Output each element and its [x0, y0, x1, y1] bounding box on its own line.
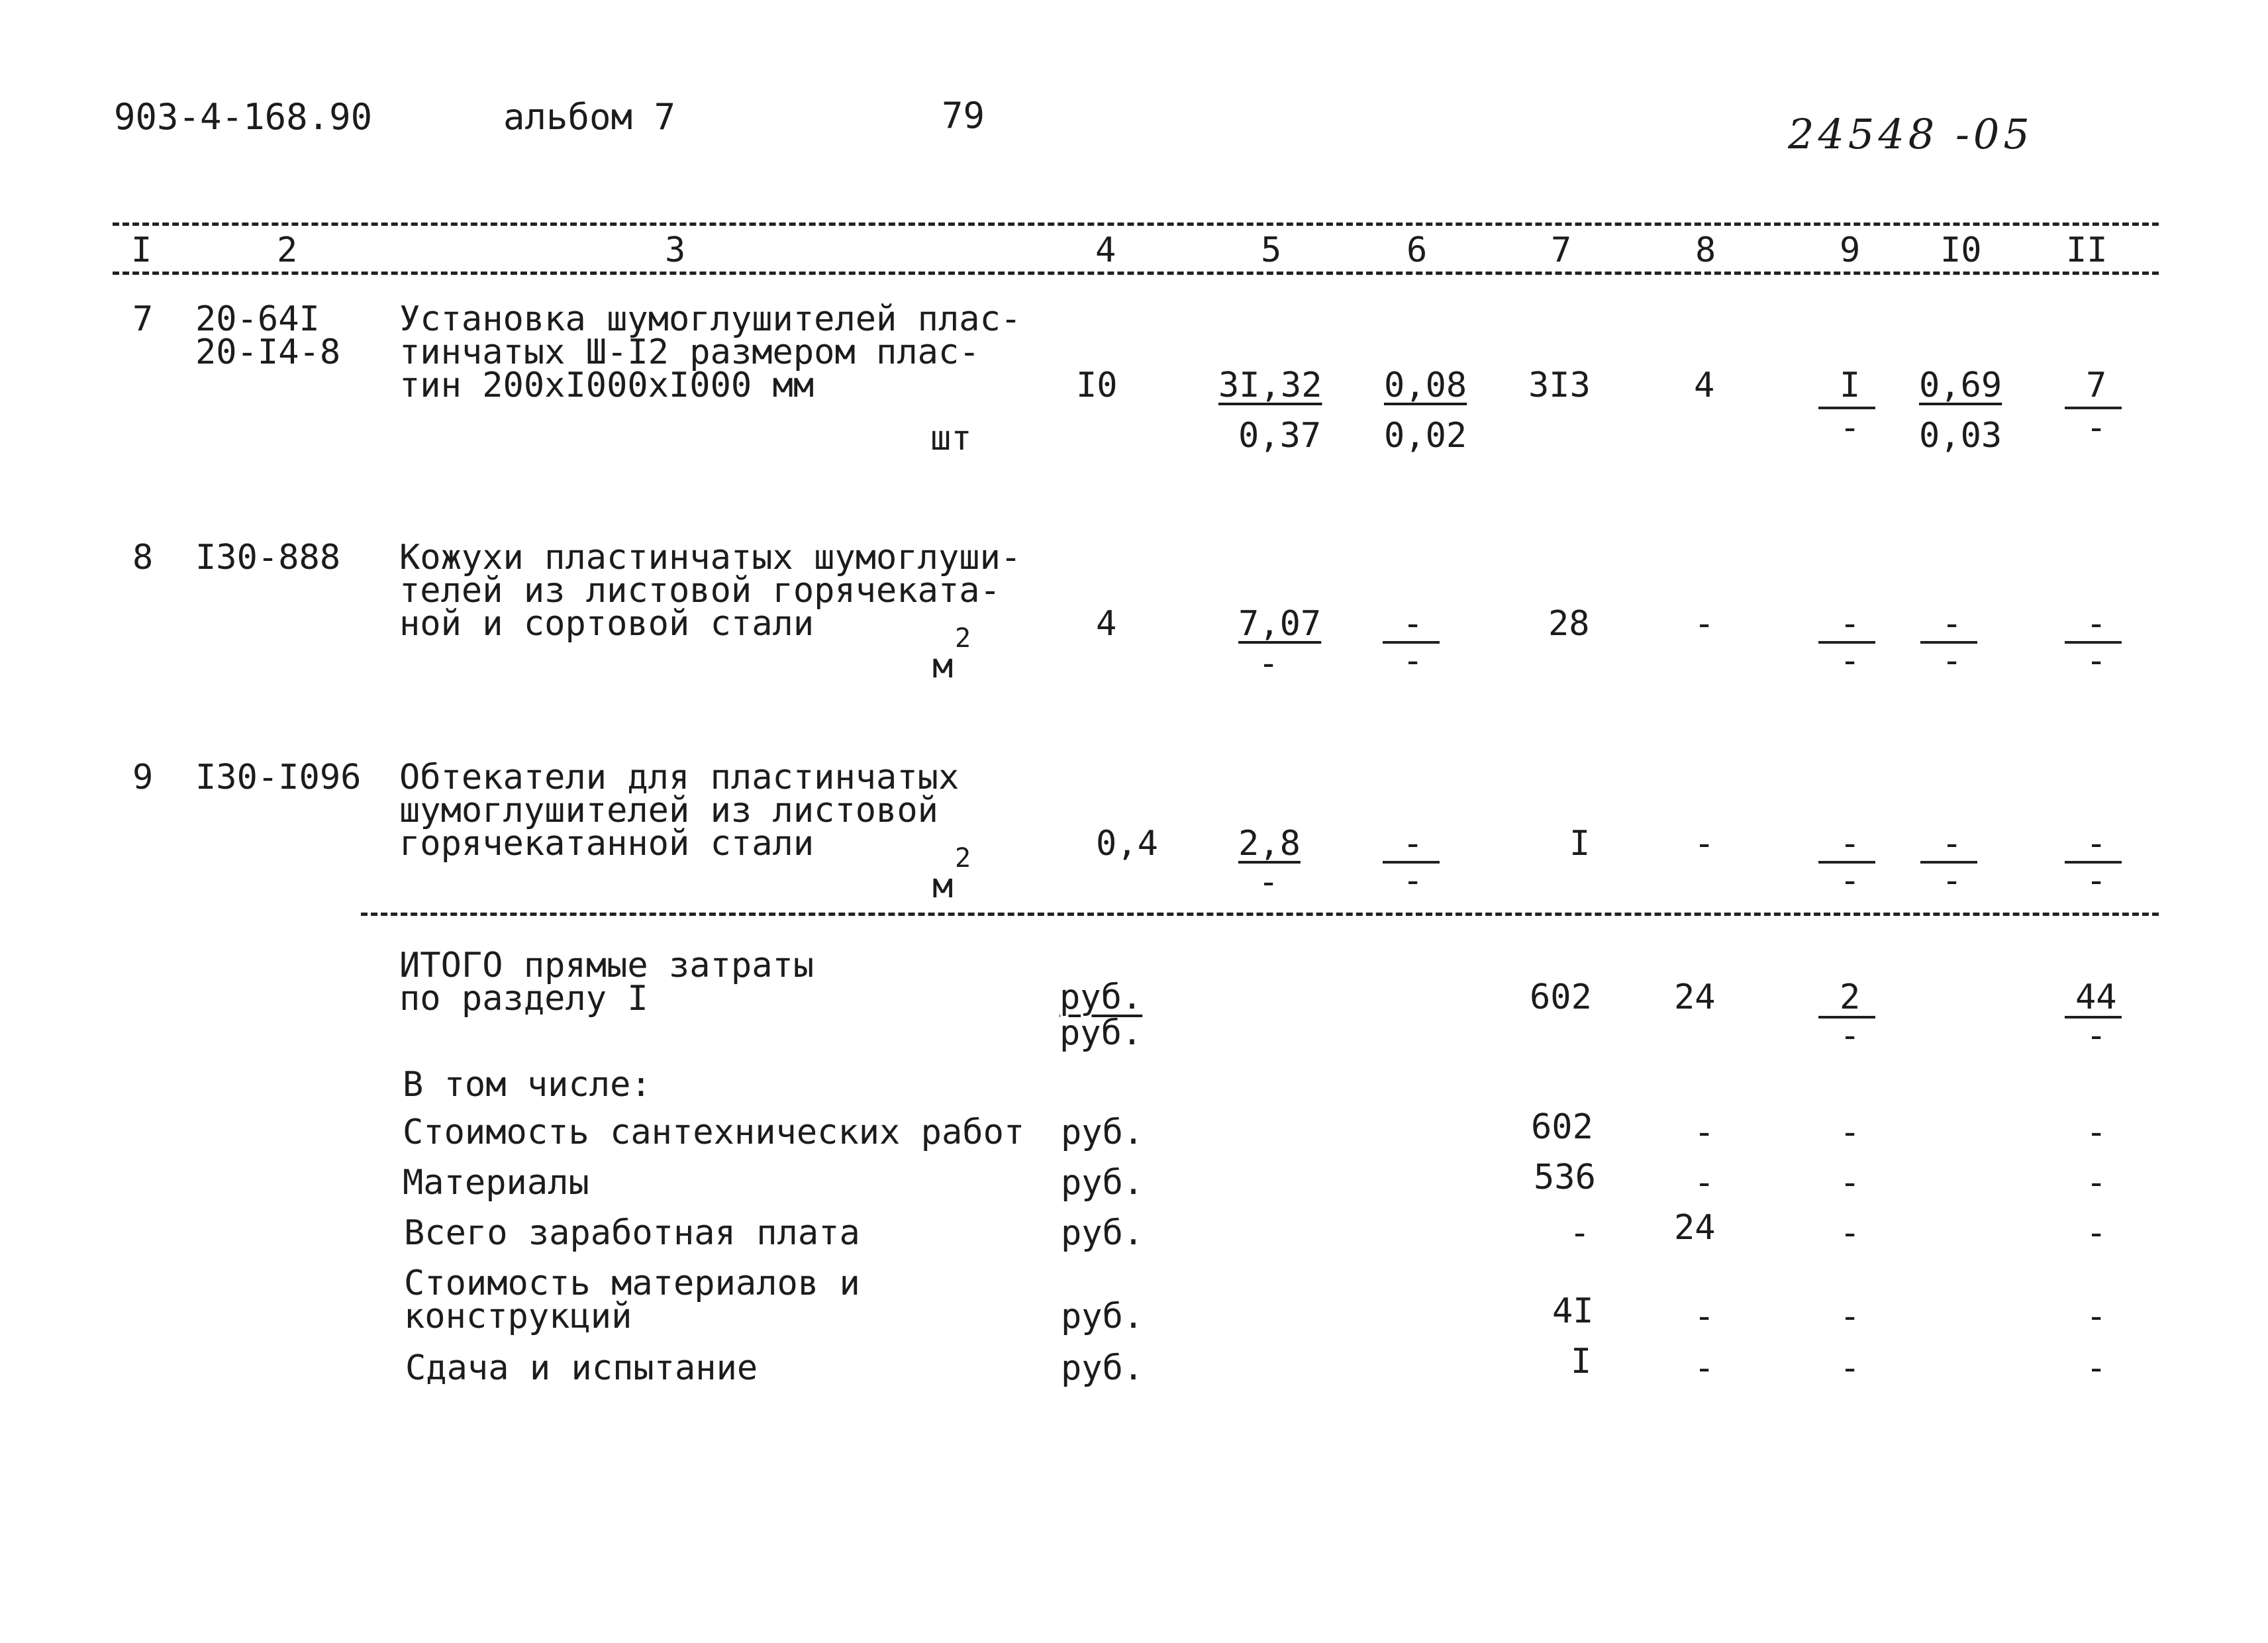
breakdown-col11: - [2086, 1163, 2107, 1203]
breakdown-col7: I [1571, 1342, 1592, 1381]
total-col8: 24 [1674, 977, 1716, 1017]
cell-col9-top: - [1840, 604, 1861, 644]
row-code: 20-64I [195, 299, 320, 339]
breakdown-col8: - [1694, 1163, 1715, 1203]
total-col9-top: 2 [1840, 977, 1861, 1017]
breakdown-col9: - [1840, 1213, 1861, 1253]
breakdown-col8: 24 [1674, 1208, 1716, 1248]
cell-col6-top: - [1403, 604, 1424, 644]
cell-col11-bottom: - [2086, 408, 2107, 448]
cell-col6-bottom: - [1403, 641, 1424, 681]
breakdown-col11: - [2086, 1348, 2107, 1388]
total-col11-bottom: - [2086, 1016, 2107, 1056]
row-number: 9 [132, 758, 154, 797]
row-unit: шт [930, 419, 972, 458]
breakdown-col11: - [2086, 1213, 2107, 1253]
breakdown-label: Сдача и испытание [405, 1348, 758, 1388]
cell-col11-top: - [2086, 604, 2107, 644]
including-label: В том числе: [403, 1065, 652, 1105]
row-code-secondary: 20-I4-8 [195, 332, 341, 372]
row-description-line: шумоглушителей из листовой [399, 791, 938, 830]
cell-col9-top: I [1840, 366, 1861, 405]
document-number: 903-4-168.90 [114, 96, 373, 138]
cell-col10-top: - [1942, 604, 1963, 644]
header-bottom-rule [113, 272, 2159, 275]
cell-col5-top: 3I,32 [1218, 366, 1322, 405]
col-header-1: I [131, 230, 152, 270]
cell-col10-bottom: - [1942, 861, 1963, 901]
col-header-4: 4 [1095, 230, 1116, 270]
header-top-rule [113, 223, 2159, 226]
row-unit: м [932, 866, 954, 906]
breakdown-label: Стоимость сантехнических работ [403, 1113, 1025, 1152]
breakdown-col9: - [1840, 1297, 1861, 1336]
cell-col5-bottom: - [1258, 862, 1279, 902]
cell-col6-bottom: - [1403, 861, 1424, 901]
breakdown-col7: 4I [1552, 1291, 1594, 1331]
section-divider [361, 913, 2159, 916]
breakdown-unit: руб. [1061, 1163, 1144, 1203]
cell-col7: I [1569, 824, 1591, 864]
col-header-9: 9 [1840, 230, 1861, 270]
total-col9-bottom: - [1840, 1016, 1861, 1056]
cell-col10-bottom: - [1942, 641, 1963, 681]
handwritten-code: 24548 -05 [1788, 110, 2034, 158]
row-quantity: 0,4 [1096, 824, 1158, 864]
row-quantity: I0 [1076, 366, 1118, 405]
col-header-5: 5 [1261, 230, 1282, 270]
cell-col9-bottom: - [1840, 641, 1861, 681]
col-header-6: 6 [1406, 230, 1428, 270]
cell-col5-bottom: - [1258, 644, 1279, 683]
col-header-8: 8 [1695, 230, 1716, 270]
total-label: ИТОГО прямые затраты [399, 946, 814, 985]
col-header-7: 7 [1551, 230, 1572, 270]
breakdown-col7: 536 [1534, 1158, 1596, 1197]
breakdown-col7: 602 [1531, 1107, 1593, 1147]
row-code: I30-888 [195, 538, 341, 577]
cell-col8: 4 [1694, 366, 1715, 405]
breakdown-col7: - [1569, 1213, 1591, 1253]
cell-col5-top: 7,07 [1238, 604, 1322, 644]
col-header-10: I0 [1940, 230, 1982, 270]
cell-col10-top: - [1942, 824, 1963, 864]
row-quantity: 4 [1096, 604, 1117, 644]
cell-col9-top: - [1840, 824, 1861, 864]
row-code: I30-I096 [195, 758, 362, 797]
col-header-11: II [2066, 230, 2108, 270]
cell-col10-top: 0,69 [1919, 366, 2002, 405]
total-col11-top: 44 [2075, 977, 2117, 1017]
cell-col11-top: - [2086, 824, 2107, 864]
breakdown-col8: - [1694, 1348, 1715, 1388]
row-number: 7 [132, 299, 154, 339]
cell-col8: - [1694, 824, 1715, 864]
row-number: 8 [132, 538, 154, 577]
col-header-2: 2 [277, 230, 298, 270]
row-unit-superscript: 2 [955, 623, 971, 654]
cell-col7: 3I3 [1528, 366, 1591, 405]
cell-col11-bottom: - [2086, 861, 2107, 901]
breakdown-col11: - [2086, 1113, 2107, 1152]
row-description-line: тинчатых Ш-I2 размером плас- [399, 332, 980, 372]
row-description-line: Кожухи пластинчатых шумоглуши- [399, 538, 1022, 577]
breakdown-col8: - [1694, 1113, 1715, 1152]
cell-col10-bottom: 0,03 [1919, 416, 2002, 456]
row-description-line: горячекатанной стали [399, 824, 814, 864]
breakdown-unit: руб. [1061, 1213, 1144, 1253]
breakdown-col9: - [1840, 1163, 1861, 1203]
row-description-line: ной и сортовой стали [399, 604, 814, 644]
total-unit-bottom: руб. [1060, 1013, 1143, 1053]
total-unit-top: руб. [1060, 977, 1143, 1017]
cell-col6-top: - [1403, 824, 1424, 864]
cell-col11-bottom: - [2086, 641, 2107, 681]
breakdown-label: Стоимость материалов и [404, 1264, 860, 1303]
row-description-line: Установка шумоглушителей плас- [399, 299, 1022, 339]
cell-col6-bottom: 0,02 [1384, 416, 1467, 456]
breakdown-col9: - [1840, 1113, 1861, 1152]
col-header-3: 3 [665, 230, 686, 270]
breakdown-col9: - [1840, 1348, 1861, 1388]
breakdown-col8: - [1694, 1297, 1715, 1336]
row-unit-superscript: 2 [955, 843, 971, 873]
row-description-line: Обтекатели для пластинчатых [399, 758, 960, 797]
row-description-line: телей из листовой горячеката- [399, 571, 1001, 611]
cell-col8: - [1694, 604, 1715, 644]
cell-col11-top: 7 [2086, 366, 2107, 405]
total-label-secondary: по разделу I [399, 979, 648, 1019]
row-description-line: тин 200xI000xI000 мм [399, 366, 814, 405]
cell-col5-bottom: 0,37 [1238, 416, 1322, 456]
breakdown-unit: руб. [1061, 1348, 1144, 1388]
cell-col9-bottom: - [1840, 408, 1861, 448]
cell-col7: 28 [1548, 604, 1590, 644]
total-col7: 602 [1530, 977, 1592, 1017]
breakdown-label: Материалы [403, 1163, 589, 1203]
cell-col5-top: 2,8 [1238, 824, 1301, 864]
cell-col6-top: 0,08 [1384, 366, 1467, 405]
album-label: альбом 7 [503, 96, 676, 138]
breakdown-unit: руб. [1061, 1113, 1144, 1152]
row-unit: м [932, 646, 954, 686]
breakdown-unit: руб. [1061, 1297, 1144, 1336]
breakdown-col11: - [2086, 1297, 2107, 1336]
page-number: 79 [942, 95, 985, 136]
breakdown-label: Всего заработная плата [404, 1213, 860, 1253]
cell-col9-bottom: - [1840, 861, 1861, 901]
breakdown-label-secondary: конструкций [404, 1297, 632, 1336]
